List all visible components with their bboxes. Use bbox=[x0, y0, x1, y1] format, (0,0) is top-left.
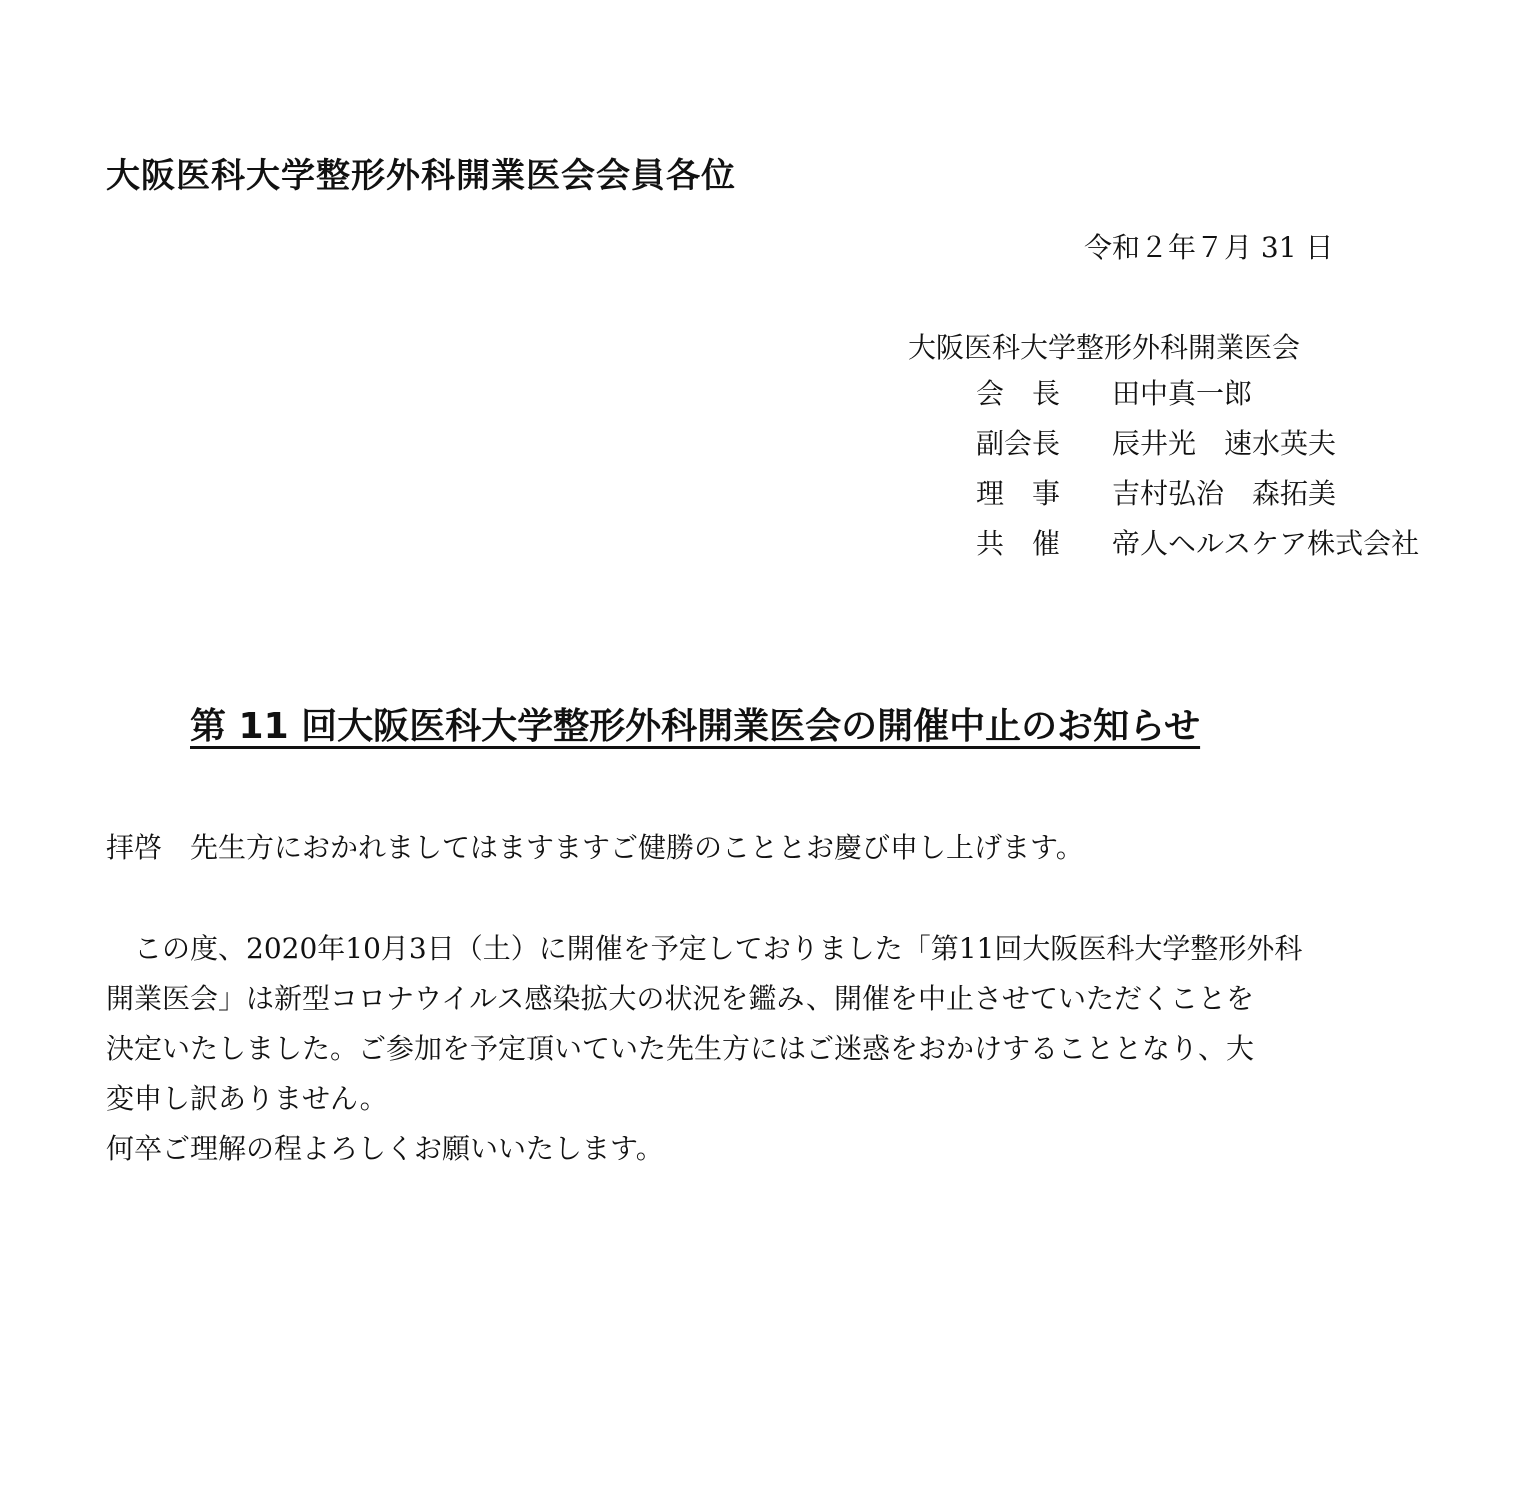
body-line: 決定いたしました。ご参加を予定頂いていた先生方にはご迷惑をおかけすることとなり、大 bbox=[106, 1032, 1255, 1065]
roster-row bbox=[976, 426, 1419, 476]
roster-people: 吉村弘治 森拓美 bbox=[1112, 477, 1337, 510]
roster-role: 理 事 bbox=[976, 477, 1061, 510]
body-line: この度、2020年10月3日（土）に開催を予定しておりました「第11回大阪医科大学整形外科 bbox=[106, 932, 1303, 965]
body-line: 変申し訳ありません。 bbox=[106, 1082, 388, 1115]
roster-role: 会 長 bbox=[976, 377, 1061, 410]
roster-role: 副会長 bbox=[976, 427, 1061, 460]
roster-people: 辰井光 速水英夫 bbox=[1112, 427, 1337, 460]
roster-role: 共 催 bbox=[976, 527, 1061, 560]
document-date: 令和２年７月 31 日 bbox=[1084, 231, 1334, 264]
roster-people: 田中真一郎 bbox=[1112, 377, 1253, 410]
roster-row bbox=[976, 526, 1419, 576]
roster-row bbox=[976, 476, 1419, 526]
body-line: 開業医会」は新型コロナウイルス感染拡大の状況を鑑み、開催を中止させていただくことを bbox=[106, 982, 1255, 1015]
roster-people: 帝人ヘルスケア株式会社 bbox=[1112, 527, 1420, 560]
greeting-paragraph: 拝啓 先生方におかれましてはますますご健勝のこととお慶び申し上げます。 bbox=[106, 831, 1084, 864]
organization-name: 大阪医科大学整形外科開業医会 bbox=[908, 331, 1301, 364]
roster-row bbox=[976, 376, 1419, 426]
addressee: 大阪医科大学整形外科開業医会会員各位 bbox=[106, 156, 736, 196]
officer-roster bbox=[976, 376, 1419, 576]
body-line: 何卒ご理解の程よろしくお願いいたします。 bbox=[106, 1132, 664, 1165]
notice-title: 第 11 回大阪医科大学整形外科開業医会の開催中止のお知らせ bbox=[190, 706, 1201, 747]
body-paragraph bbox=[106, 924, 1506, 1174]
